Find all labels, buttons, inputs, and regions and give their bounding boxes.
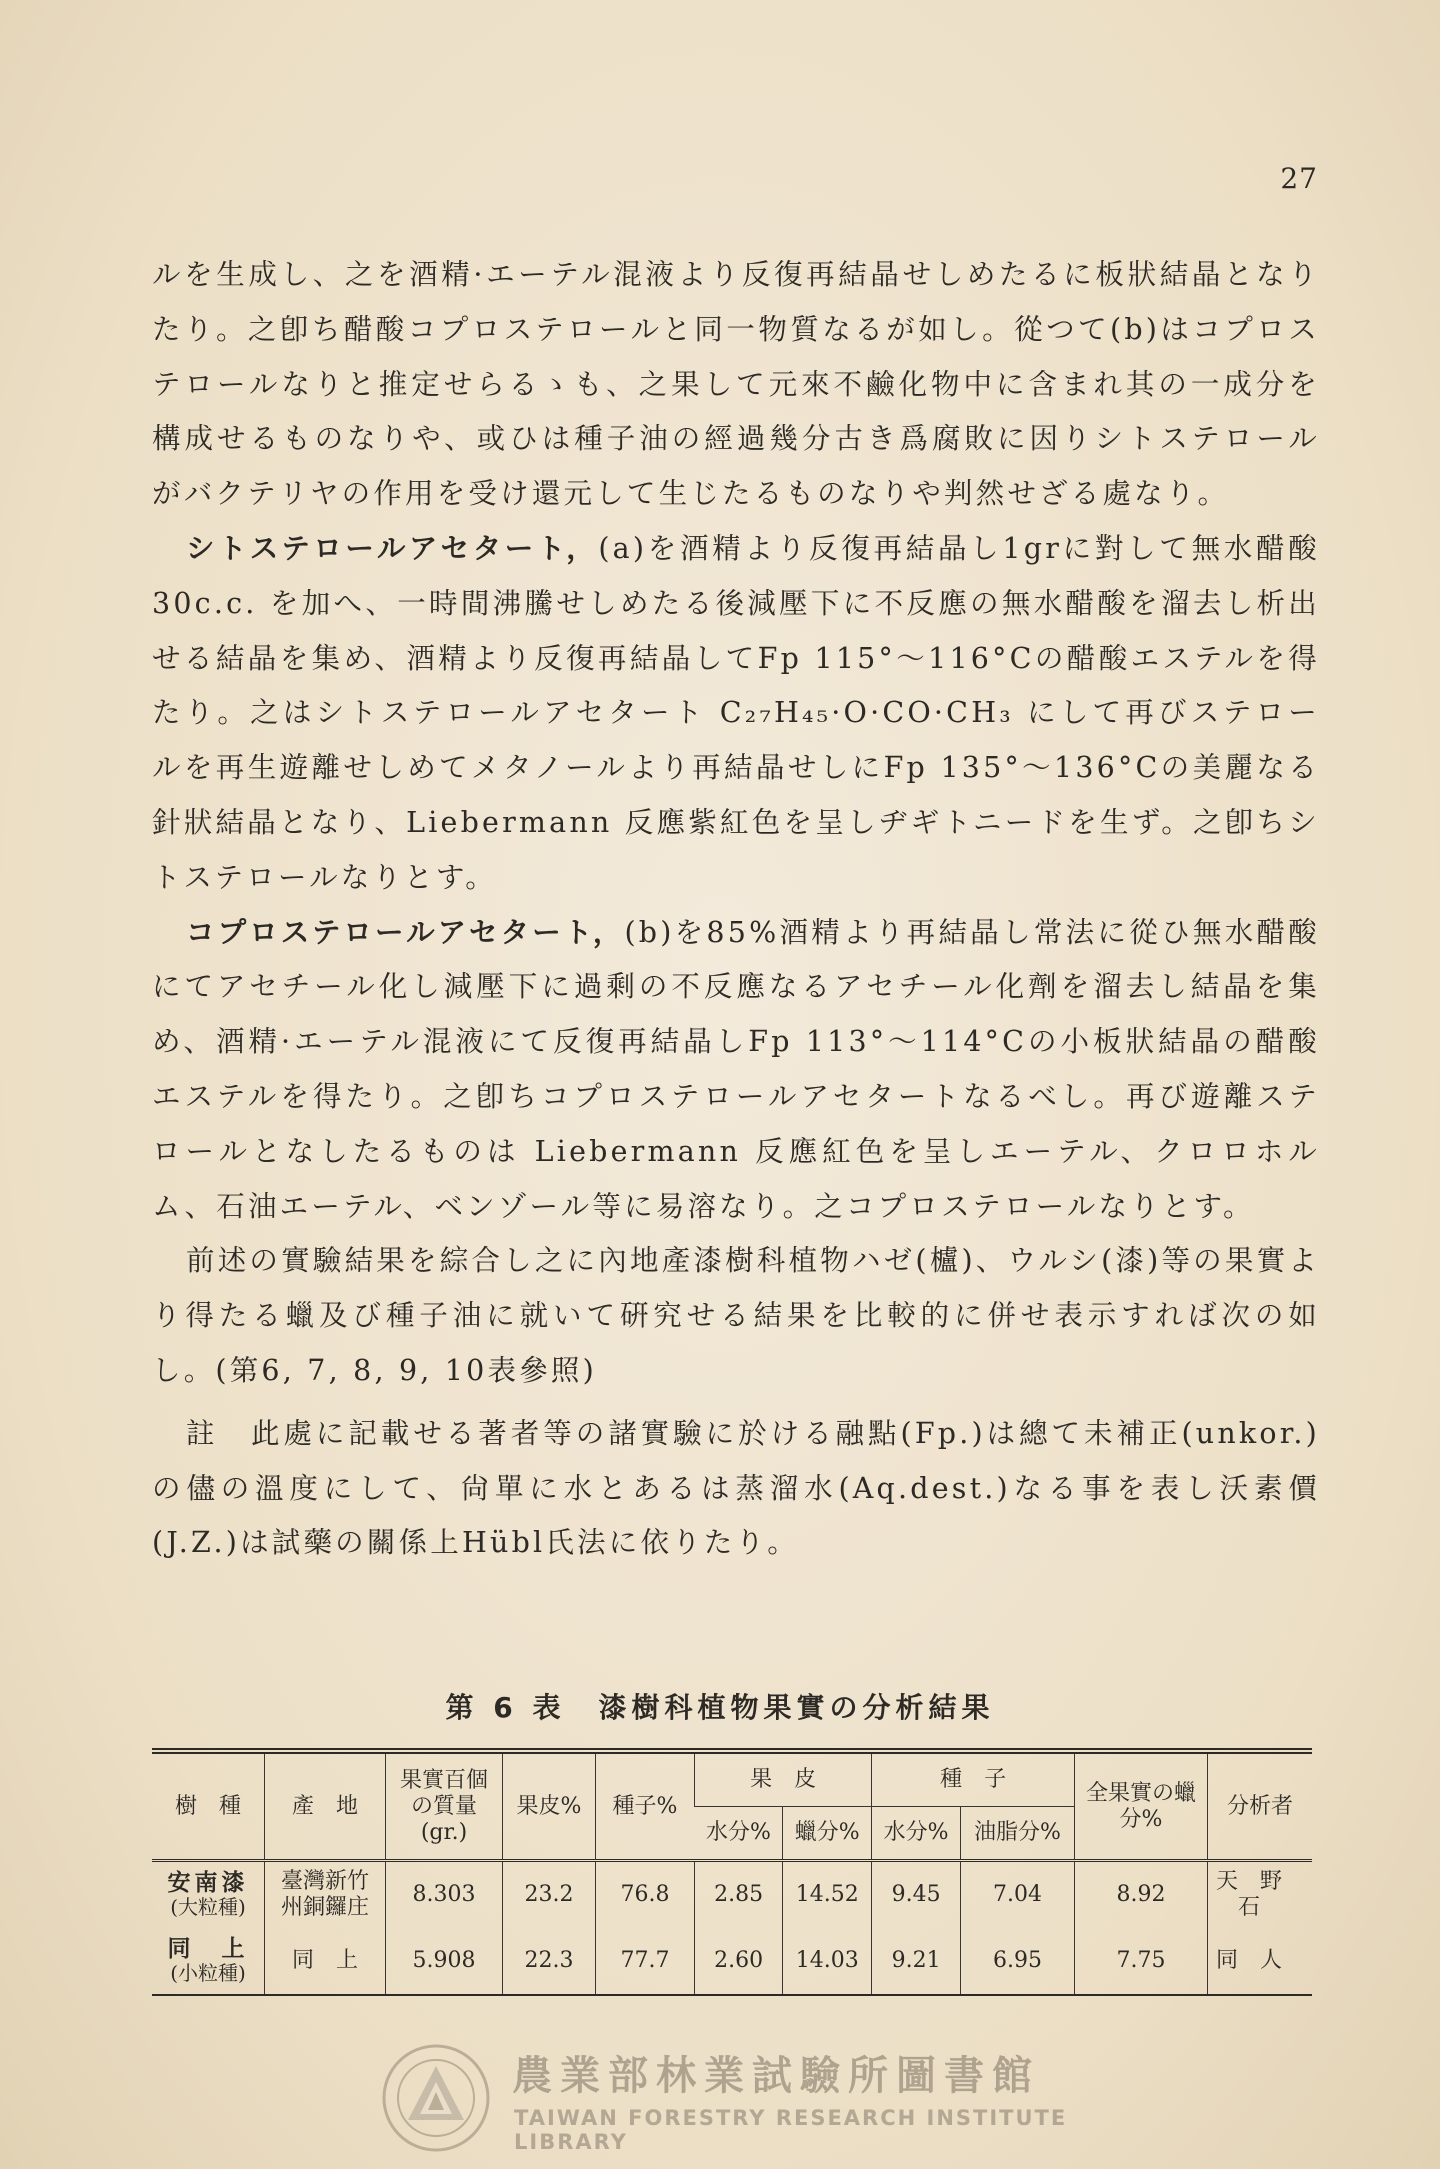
cell-origin: 同 上 <box>265 1928 386 1994</box>
run-in-heading-coprosterol: コプロステロールアセタート， <box>186 915 625 949</box>
header-pericarp-moisture: 水分% <box>695 1807 783 1861</box>
paragraph-sitosterol-text: (a)を酒精より反復再結晶し1grに對して無水醋酸 30c.c. を加へ、一時間沸騰せしめたる後減壓下に不反應の無水醋酸を溜去し析出せる結晶を集め、酒精より反復再結晶してFp 115°～116°Cの醋酸エステルを得たり。之はシトステロールアセタート C₂₇H₄₅·O·CO·CH₃ にして再びステロールを再生遊離せしめてメタノールより再結晶せしにFp 135°～136°Cの美麗なる針狀結晶となり、Liebermann 反應紫紅色を呈しヂギトニードを生ず。之卽ちシトステロールなりとす。 <box>152 531 1321 894</box>
analysis-table <box>152 1748 1312 1996</box>
paragraph-note: 註 此處に記載せる著者等の諸實驗に於ける融點(Fp.)は總て未補正(unkor.)の儘の溫度にして、尙單に水とあるは蒸溜水(Aq.dest.)なる事を表し沃素價(J.Z.)は試藥の關係上Hübl氏法に依りたり。 <box>152 1416 1320 1560</box>
cell-pericarp-wax: 14.03 <box>783 1928 872 1994</box>
header-whole-wax: 全果實の蠟分% <box>1075 1754 1208 1861</box>
cell-seed-oil: 6.95 <box>961 1928 1075 1994</box>
header-seed-pct: 種子% <box>596 1754 695 1861</box>
watermark-english: TAIWAN FORESTRY RESEARCH INSTITUTE LIBRARY <box>514 2106 1068 2154</box>
page-number: 27 <box>1280 162 1318 195</box>
species-note: (小粒種) <box>170 1961 246 1985</box>
cell-pericarp-pct: 22.3 <box>503 1928 596 1994</box>
header-origin: 產 地 <box>265 1754 386 1861</box>
library-seal-icon <box>380 2042 492 2154</box>
paragraph-summary: 前述の實驗結果を綜合し之に內地產漆樹科植物ハゼ(櫨)、ウルシ(漆)等の果實より得たる蠟及び種子油に就いて硏究せる結果を比較的に併せ表示すれば次の如し。(第6, 7, 8, 9, 10表參照) <box>152 1244 1320 1387</box>
cell-whole-wax: 7.75 <box>1075 1928 1208 1994</box>
cell-whole-wax: 8.92 <box>1075 1861 1208 1929</box>
species-note: (大粒種) <box>170 1895 246 1919</box>
species-name: 安南漆 <box>167 1869 249 1896</box>
cell-origin: 臺灣新竹州銅鑼庄 <box>265 1861 386 1929</box>
cell-seed-moisture: 9.21 <box>872 1928 961 1994</box>
cell-pericarp-wax: 14.52 <box>783 1861 872 1929</box>
cell-analyst: 天野石 <box>1208 1861 1313 1929</box>
header-pericarp-wax: 蠟分% <box>783 1807 872 1861</box>
library-watermark <box>372 2040 1092 2154</box>
cell-pericarp-moisture: 2.60 <box>695 1928 783 1994</box>
cell-seed-oil: 7.04 <box>961 1861 1075 1929</box>
header-seed-group: 種 子 <box>872 1754 1075 1807</box>
header-seed-oil: 油脂分% <box>961 1807 1075 1861</box>
header-seed-moisture: 水分% <box>872 1807 961 1861</box>
cell-seed-moisture: 9.45 <box>872 1861 961 1929</box>
cell-species <box>152 1928 265 1994</box>
paragraph-coprosterol-text: (b)を85%酒精より再結晶し常法に從ひ無水醋酸にてアセチール化し減壓下に過剩の不反應なるアセチール化劑を溜去し結晶を集め、酒精·エーテル混液にて反復再結晶しFp 113°～114°Cの小板狀結晶の醋酸エステルを得たり。之卽ちコプロステロールアセタートなるべし。再び遊離ステロールとなしたるものは Liebermann 反應紅色を呈しエーテル、クロロホルム、石油エーテル、ベンゾール等に易溶なり。之コプロステロールなりとす。 <box>152 915 1320 1223</box>
cell-weight: 5.908 <box>386 1928 503 1994</box>
run-in-heading-sitosterol: シトステロールアセタート， <box>186 531 599 565</box>
cell-pericarp-pct: 23.2 <box>503 1861 596 1929</box>
paragraph-sitosterol-acetate <box>152 522 1320 906</box>
header-species: 樹 種 <box>152 1754 265 1861</box>
paragraph-coprosterol-acetate <box>152 906 1320 1235</box>
header-analyst: 分析者 <box>1208 1754 1313 1861</box>
cell-seed-pct: 76.8 <box>596 1861 695 1929</box>
header-pericarp-group: 果 皮 <box>695 1754 872 1807</box>
cell-species <box>152 1861 265 1929</box>
table-row <box>152 1861 1312 1929</box>
cell-weight: 8.303 <box>386 1861 503 1929</box>
paragraph-continuation: ルを生成し、之を酒精·エーテル混液より反復再結晶せしめたるに板狀結晶となりたり。之卽ち醋酸コプロステロールと同一物質なるが如し。從つて(b)はコプロステロールなりと推定せらるゝも、之果して元來不鹼化物中に含まれ其の一成分を構成せるものなりや、或ひは種子油の經過幾分古き爲腐敗に因りシトステロールがバクテリヤの作用を受け還元して生じたるものなりや判然せざる處なり。 <box>152 258 1320 511</box>
cell-analyst: 同人 <box>1208 1928 1313 1994</box>
watermark-chinese: 農業部林業試驗所圖書館 <box>512 2053 1040 2099</box>
cell-pericarp-moisture: 2.85 <box>695 1861 783 1929</box>
species-name: 同 上 <box>167 1935 249 1962</box>
table-title: 第 6 表 漆樹科植物果實の分析結果 <box>445 1691 995 1724</box>
body-text <box>152 248 1320 1571</box>
cell-seed-pct: 77.7 <box>596 1928 695 1994</box>
header-weight: 果實百個の質量(gr.) <box>386 1754 503 1861</box>
header-pericarp-pct: 果皮% <box>503 1754 596 1861</box>
table-row <box>152 1928 1312 1994</box>
